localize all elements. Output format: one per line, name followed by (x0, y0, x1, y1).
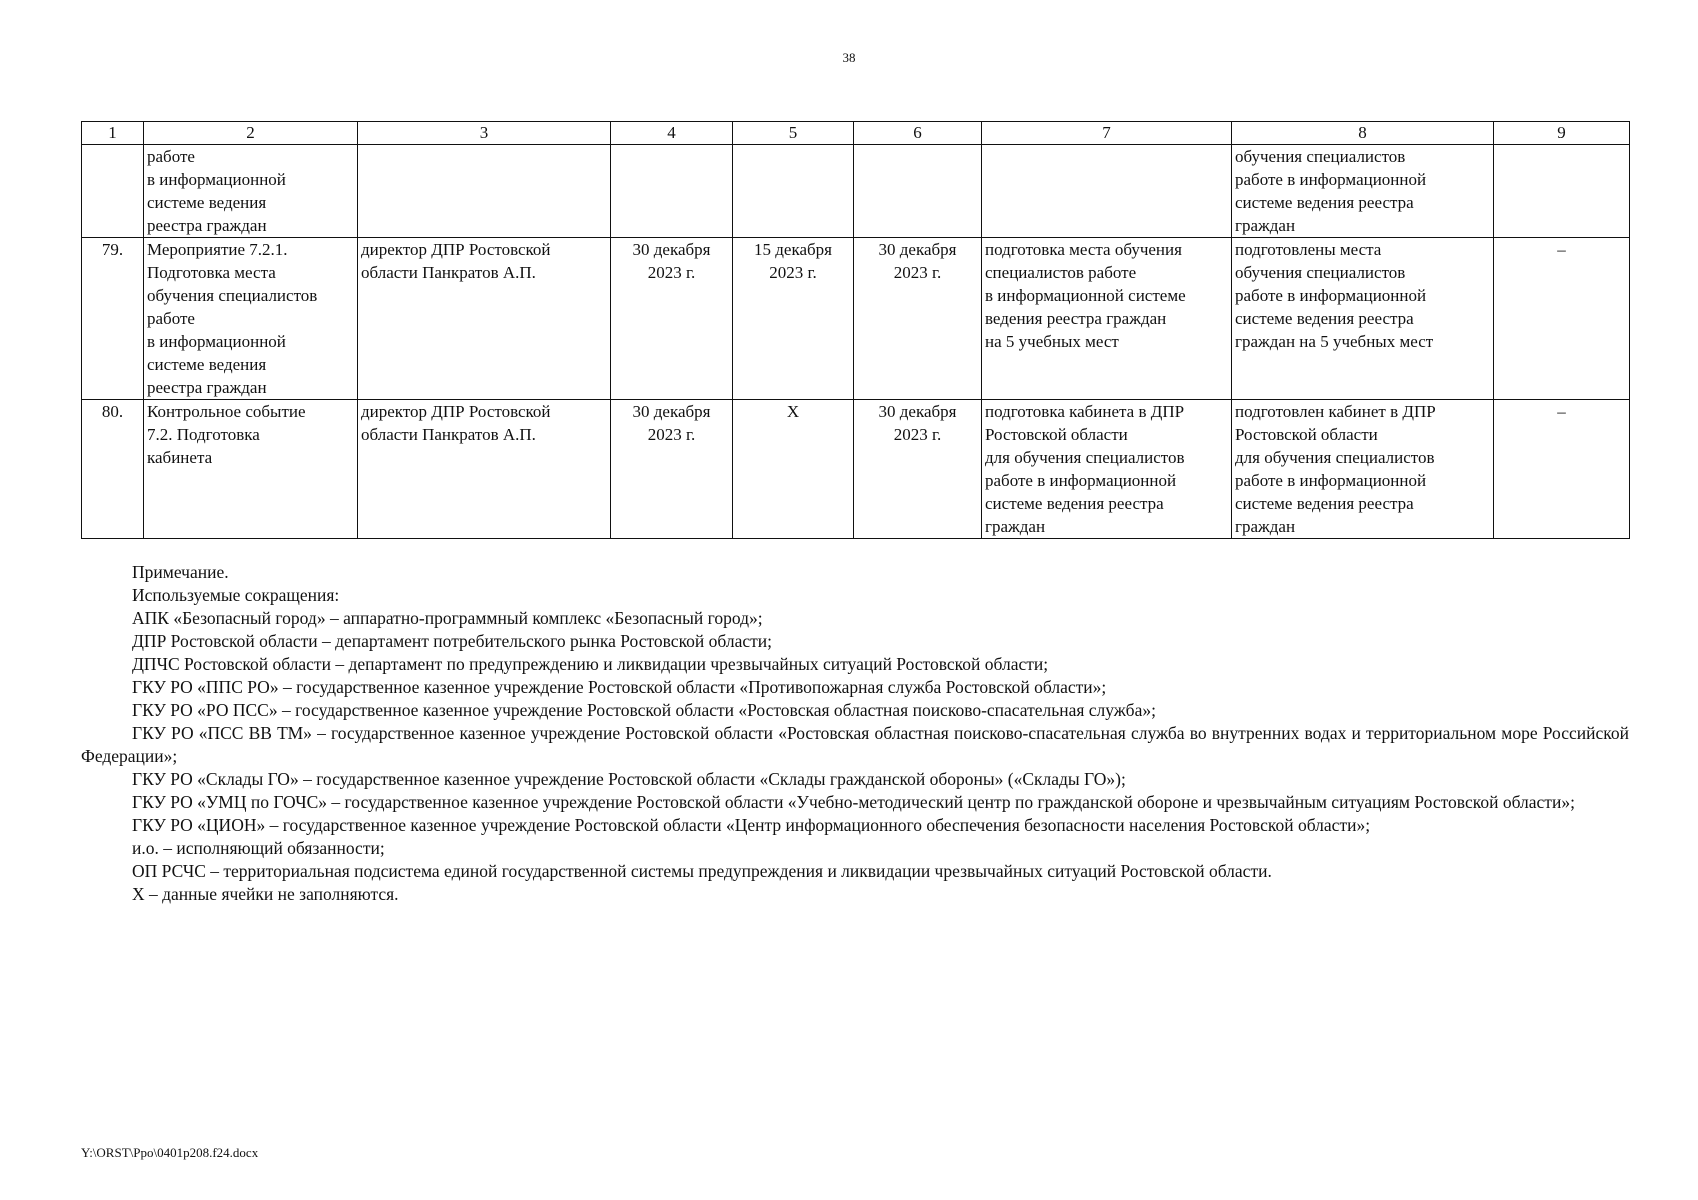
event-name-cell: работе в информационной системе ведения реестра граждан (144, 145, 358, 238)
abbreviation-entry: и.о. – исполняющий обязанности; (132, 838, 385, 858)
responsible-cell (358, 145, 611, 238)
event-name-cell: Контрольное событие 7.2. Подготовка кабинета (144, 400, 358, 539)
actual-result-cell: подготовлены места обучения специалистов работе в информационной системе ведения реестра граждан на 5 учебных мест (1232, 238, 1494, 400)
event-name-cell: Мероприятие 7.2.1. Подготовка места обучения специалистов работе в информационной системе ведения реестра граждан (144, 238, 358, 400)
responsible-cell: директор ДПР Ростовской области Панкратов А.П. (358, 400, 611, 539)
column-header: 7 (982, 122, 1232, 145)
abbreviation-entry: ГКУ РО «ЦИОН» – государственное казенное учреждение Ростовской области «Центр информационного обеспечения безопасности населения Ростовской области»; (132, 815, 1371, 835)
abbreviation-entry: ГКУ РО «РО ПСС» – государственное казенное учреждение Ростовской области «Ростовская областная поисково-спасательная служба»; (132, 700, 1156, 720)
abbreviation-entry: ГКУ РО «ПСС ВВ ТМ» – государственное казенное учреждение Ростовской области «Ростовская областная поисково-спасательная служба во внутренних водах и территориальном море Российской Федерации»; (81, 723, 1629, 766)
abbreviation-entry: ГКУ РО «УМЦ по ГОЧС» – государственное казенное учреждение Ростовской области «Учебно-методический центр по гражданской обороне и чрезвычайным ситуациям Ростовской области»; (132, 792, 1575, 812)
table-row (82, 400, 1630, 539)
abbreviation-entry: ГКУ РО «Склады ГО» – государственное казенное учреждение Ростовской области «Склады гражданской обороны» («Склады ГО»); (132, 769, 1126, 789)
column-header: 4 (611, 122, 733, 145)
footer-file-path: Y:\ORST\Ppo\0401p208.f24.docx (81, 1145, 259, 1160)
notes-title: Примечание. (132, 562, 229, 582)
date-cell: 30 декабря 2023 г. (854, 400, 982, 539)
column-header: 6 (854, 122, 982, 145)
abbreviation-entry: АПК «Безопасный город» – аппаратно-программный комплекс «Безопасный город»; (132, 608, 763, 628)
column-header: 3 (358, 122, 611, 145)
column-header: 1 (82, 122, 144, 145)
abbreviation-entry: ГКУ РО «ППС РО» – государственное казенное учреждение Ростовской области «Противопожарная служба Ростовской области»; (132, 677, 1107, 697)
responsible-cell: директор ДПР Ростовской области Панкратов А.П. (358, 238, 611, 400)
abbreviation-entry: ДПЧС Ростовской области – департамент по предупреждению и ликвидации чрезвычайных ситуаций Ростовской области; (132, 654, 1049, 674)
date-cell (733, 145, 854, 238)
remarks-cell (1494, 145, 1630, 238)
abbreviation-entry: Х – данные ячейки не заполняются. (132, 884, 399, 904)
abbreviation-entry: ДПР Ростовской области – департамент потребительского рынка Ростовской области; (132, 631, 773, 651)
date-cell: 30 декабря 2023 г. (611, 400, 733, 539)
abbreviations-notes (81, 561, 1629, 906)
column-header: 2 (144, 122, 358, 145)
table-row (82, 145, 1630, 238)
actual-result-cell: подготовлен кабинет в ДПР Ростовской области для обучения специалистов работе в информационной системе ведения реестра граждан (1232, 400, 1494, 539)
page-number: 38 (842, 50, 856, 65)
row-number: 80. (82, 400, 144, 539)
date-cell: Х (733, 400, 854, 539)
column-header: 8 (1232, 122, 1494, 145)
expected-result-cell: подготовка кабинета в ДПР Ростовской области для обучения специалистов работе в информационной системе ведения реестра граждан (982, 400, 1232, 539)
date-cell: 15 декабря 2023 г. (733, 238, 854, 400)
column-header: 9 (1494, 122, 1630, 145)
notes-subtitle: Используемые сокращения: (132, 585, 340, 605)
row-number: 79. (82, 238, 144, 400)
date-cell: 30 декабря 2023 г. (611, 238, 733, 400)
table-header-row (82, 122, 1630, 145)
remarks-cell: – (1494, 400, 1630, 539)
date-cell (854, 145, 982, 238)
expected-result-cell: подготовка места обучения специалистов работе в информационной системе ведения реестра граждан на 5 учебных мест (982, 238, 1232, 400)
column-header: 5 (733, 122, 854, 145)
plan-table (81, 121, 1630, 539)
date-cell: 30 декабря 2023 г. (854, 238, 982, 400)
date-cell (611, 145, 733, 238)
expected-result-cell (982, 145, 1232, 238)
remarks-cell: – (1494, 238, 1630, 400)
row-number (82, 145, 144, 238)
table-row (82, 238, 1630, 400)
actual-result-cell: обучения специалистов работе в информационной системе ведения реестра граждан (1232, 145, 1494, 238)
abbreviation-entry: ОП РСЧС – территориальная подсистема единой государственной системы предупреждения и ликвидации чрезвычайных ситуаций Ростовской области. (132, 861, 1272, 881)
